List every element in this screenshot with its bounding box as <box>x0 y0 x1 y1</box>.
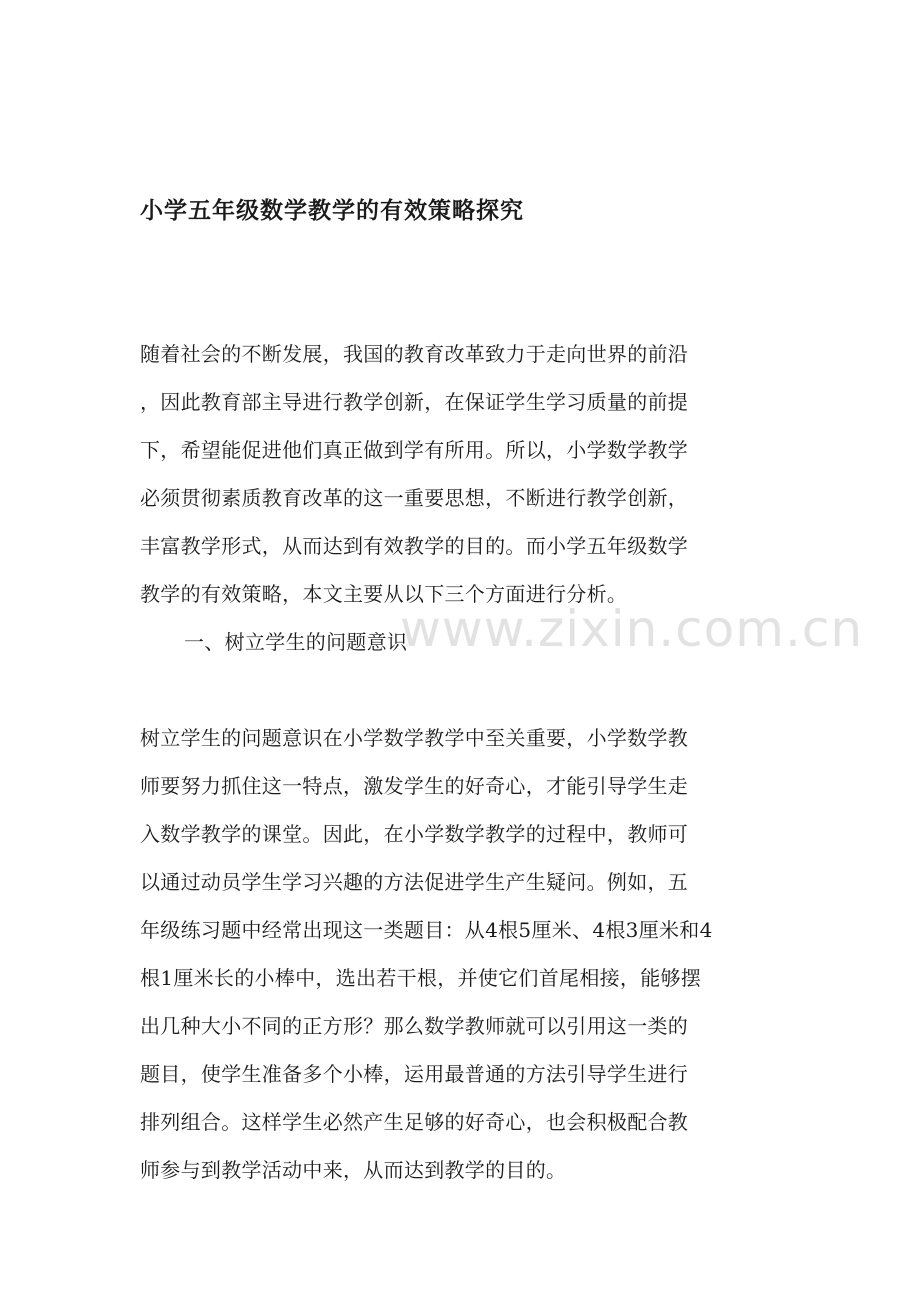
paragraph-line: 排列组合。这样学生必然产生足够的好奇心，也会积极配合教 <box>140 1110 689 1134</box>
intro-paragraph <box>140 330 780 618</box>
paragraph-line: 年级练习题中经常出现这一类题目：从4根5厘米、4根3厘米和4 <box>140 918 713 942</box>
section-heading: 一、树立学生的问题意识 <box>184 630 408 654</box>
paragraph-line: 师要努力抓住这一特点，激发学生的好奇心，才能引导学生走 <box>140 774 689 798</box>
paragraph-line: 出几种大小不同的正方形？那么数学教师就可以引用这一类的 <box>140 1014 689 1038</box>
document-title: 小学五年级数学教学的有效策略探究 <box>140 197 524 224</box>
paragraph-line: ，因此教育部主导进行教学创新，在保证学生学习质量的前提 <box>140 390 689 414</box>
paragraph-line: 入数学教学的课堂。因此，在小学数学教学的过程中，教师可 <box>140 822 689 846</box>
section-paragraph <box>140 714 780 1194</box>
paragraph-line: 树立学生的问题意识在小学数学教学中至关重要，小学数学教 <box>140 726 689 750</box>
paragraph-line: 师参与到教学活动中来，从而达到教学的目的。 <box>140 1158 567 1182</box>
paragraph-line: 必须贯彻素质教育改革的这一重要思想，不断进行教学创新， <box>140 486 689 510</box>
paragraph-line: 随着社会的不断发展，我国的教育改革致力于走向世界的前沿 <box>140 342 689 366</box>
watermark: www.zixin.com.cn <box>400 600 864 658</box>
paragraph-line: 题目，使学生准备多个小棒，运用最普通的方法引导学生进行 <box>140 1062 689 1086</box>
paragraph-line: 根1厘米长的小棒中，选出若干根，并使它们首尾相接，能够摆 <box>140 966 702 990</box>
paragraph-line: 丰富教学形式，从而达到有效教学的目的。而小学五年级数学 <box>140 534 689 558</box>
paragraph-line: 教学的有效策略，本文主要从以下三个方面进行分析。 <box>140 582 628 606</box>
section-heading-block <box>140 618 780 666</box>
paragraph-line: 下，希望能促进他们真正做到学有所用。所以，小学数学教学 <box>140 438 689 462</box>
paragraph-line: 以通过动员学生学习兴趣的方法促进学生产生疑问。例如，五 <box>140 870 689 894</box>
